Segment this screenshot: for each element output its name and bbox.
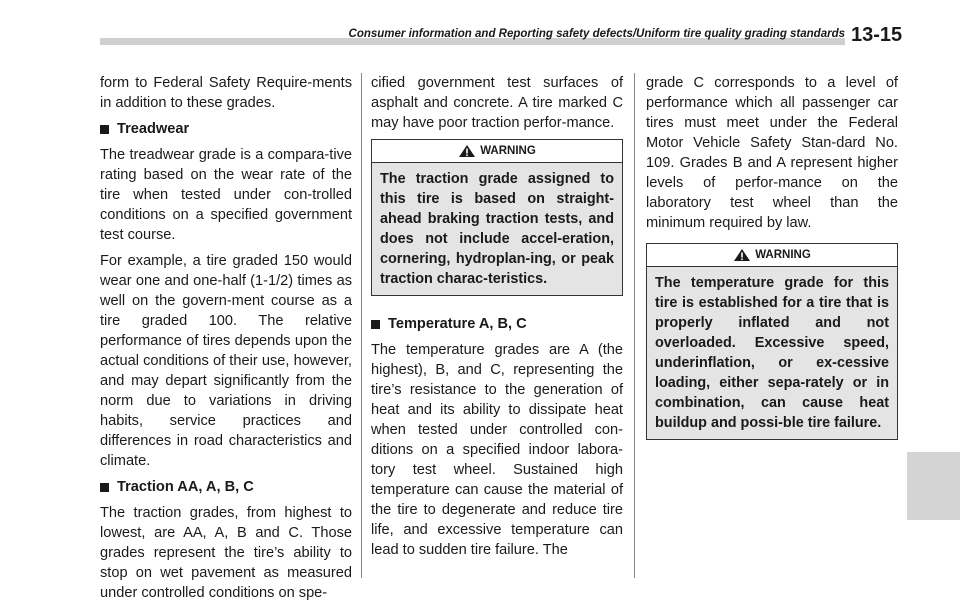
warning-header-traction <box>371 139 623 162</box>
column-1 <box>100 73 352 609</box>
warning-header-temperature <box>646 243 898 266</box>
paragraph-treadwear-2: For example, a tire graded 150 would wear one and one-half (1-1/2) times as well on the govern-ment course as a tire graded 100. The relative performance of tires depends upon the actual conditions of their use, however, and may depart significantly from the norm due to variations in driving habits, service practices and differences in road characteristics and climate. <box>100 253 352 469</box>
black-square-icon <box>100 125 109 134</box>
chapter-thumb-tab <box>907 452 960 520</box>
paragraph-traction-cont: cified government test surfaces of asphalt and concrete. A tire marked C may have poor traction perfor-mance. <box>371 75 623 131</box>
page-number: 13-15 <box>851 24 903 46</box>
black-square-icon <box>100 483 109 492</box>
paragraph-temperature-cont: grade C corresponds to a level of performance which all passenger car tires must meet under the Federal Motor Vehicle Safety Stan-dard No. 109. Grades B and A represent higher levels of perfor-mance on the laboratory test wheel than the minimum required by law. <box>646 75 898 231</box>
paragraph-treadwear-1: The treadwear grade is a compara-tive rating based on the wear rate of the tire when tested under con-trolled conditions on a specified government test course. <box>100 147 352 243</box>
warning-label: WARNING <box>480 145 536 157</box>
paragraph-traction-1: The traction grades, from highest to lowest, are AA, A, B and C. Those grades represent the tire’s ability to stop on wet pavement as measured under controlled conditions on spe- <box>100 505 352 601</box>
heading-treadwear <box>100 119 352 139</box>
column-2 <box>371 73 623 566</box>
warning-label: WARNING <box>755 249 811 261</box>
column-divider-2 <box>634 73 635 578</box>
heading-traction-label: Traction AA, A, B, C <box>117 479 254 495</box>
warning-triangle-icon <box>458 144 476 158</box>
warning-triangle-icon <box>733 248 751 262</box>
running-header-title: Consumer information and Reporting safety defects/Uniform tire quality grading standards <box>348 28 845 40</box>
warning-body-temperature: The temperature grade for this tire is established for a tire that is properly inflated and not overloaded. Excessive speed, underinflation, or ex-cessive loading, either sepa-rately or in combination, can cause heat buildup and possi-ble tire failure. <box>646 266 898 440</box>
black-square-icon <box>371 320 380 329</box>
heading-treadwear-label: Treadwear <box>117 121 190 137</box>
column-3 <box>646 73 898 440</box>
heading-temperature <box>371 314 623 334</box>
warning-body-traction: The traction grade assigned to this tire is based on straight-ahead braking traction tests, and does not include accel-eration, cornering, hydroplan-ing, or peak traction charac-teristics. <box>371 162 623 296</box>
paragraph-intro: form to Federal Safety Require-ments in addition to these grades. <box>100 75 352 111</box>
paragraph-temperature-1: The temperature grades are A (the highest), B, and C, representing the tire’s resistance to the generation of heat and its ability to dissipate heat when tested under controlled con-ditions on a specified indoor labora-tory test wheel. Sustained high temperature can cause the material of the tire to degenerate and reduce tire life, and excessive temperature can lead to sudden tire failure. The <box>371 342 623 558</box>
heading-temperature-label: Temperature A, B, C <box>388 316 527 332</box>
heading-traction <box>100 477 352 497</box>
column-divider-1 <box>361 73 362 578</box>
